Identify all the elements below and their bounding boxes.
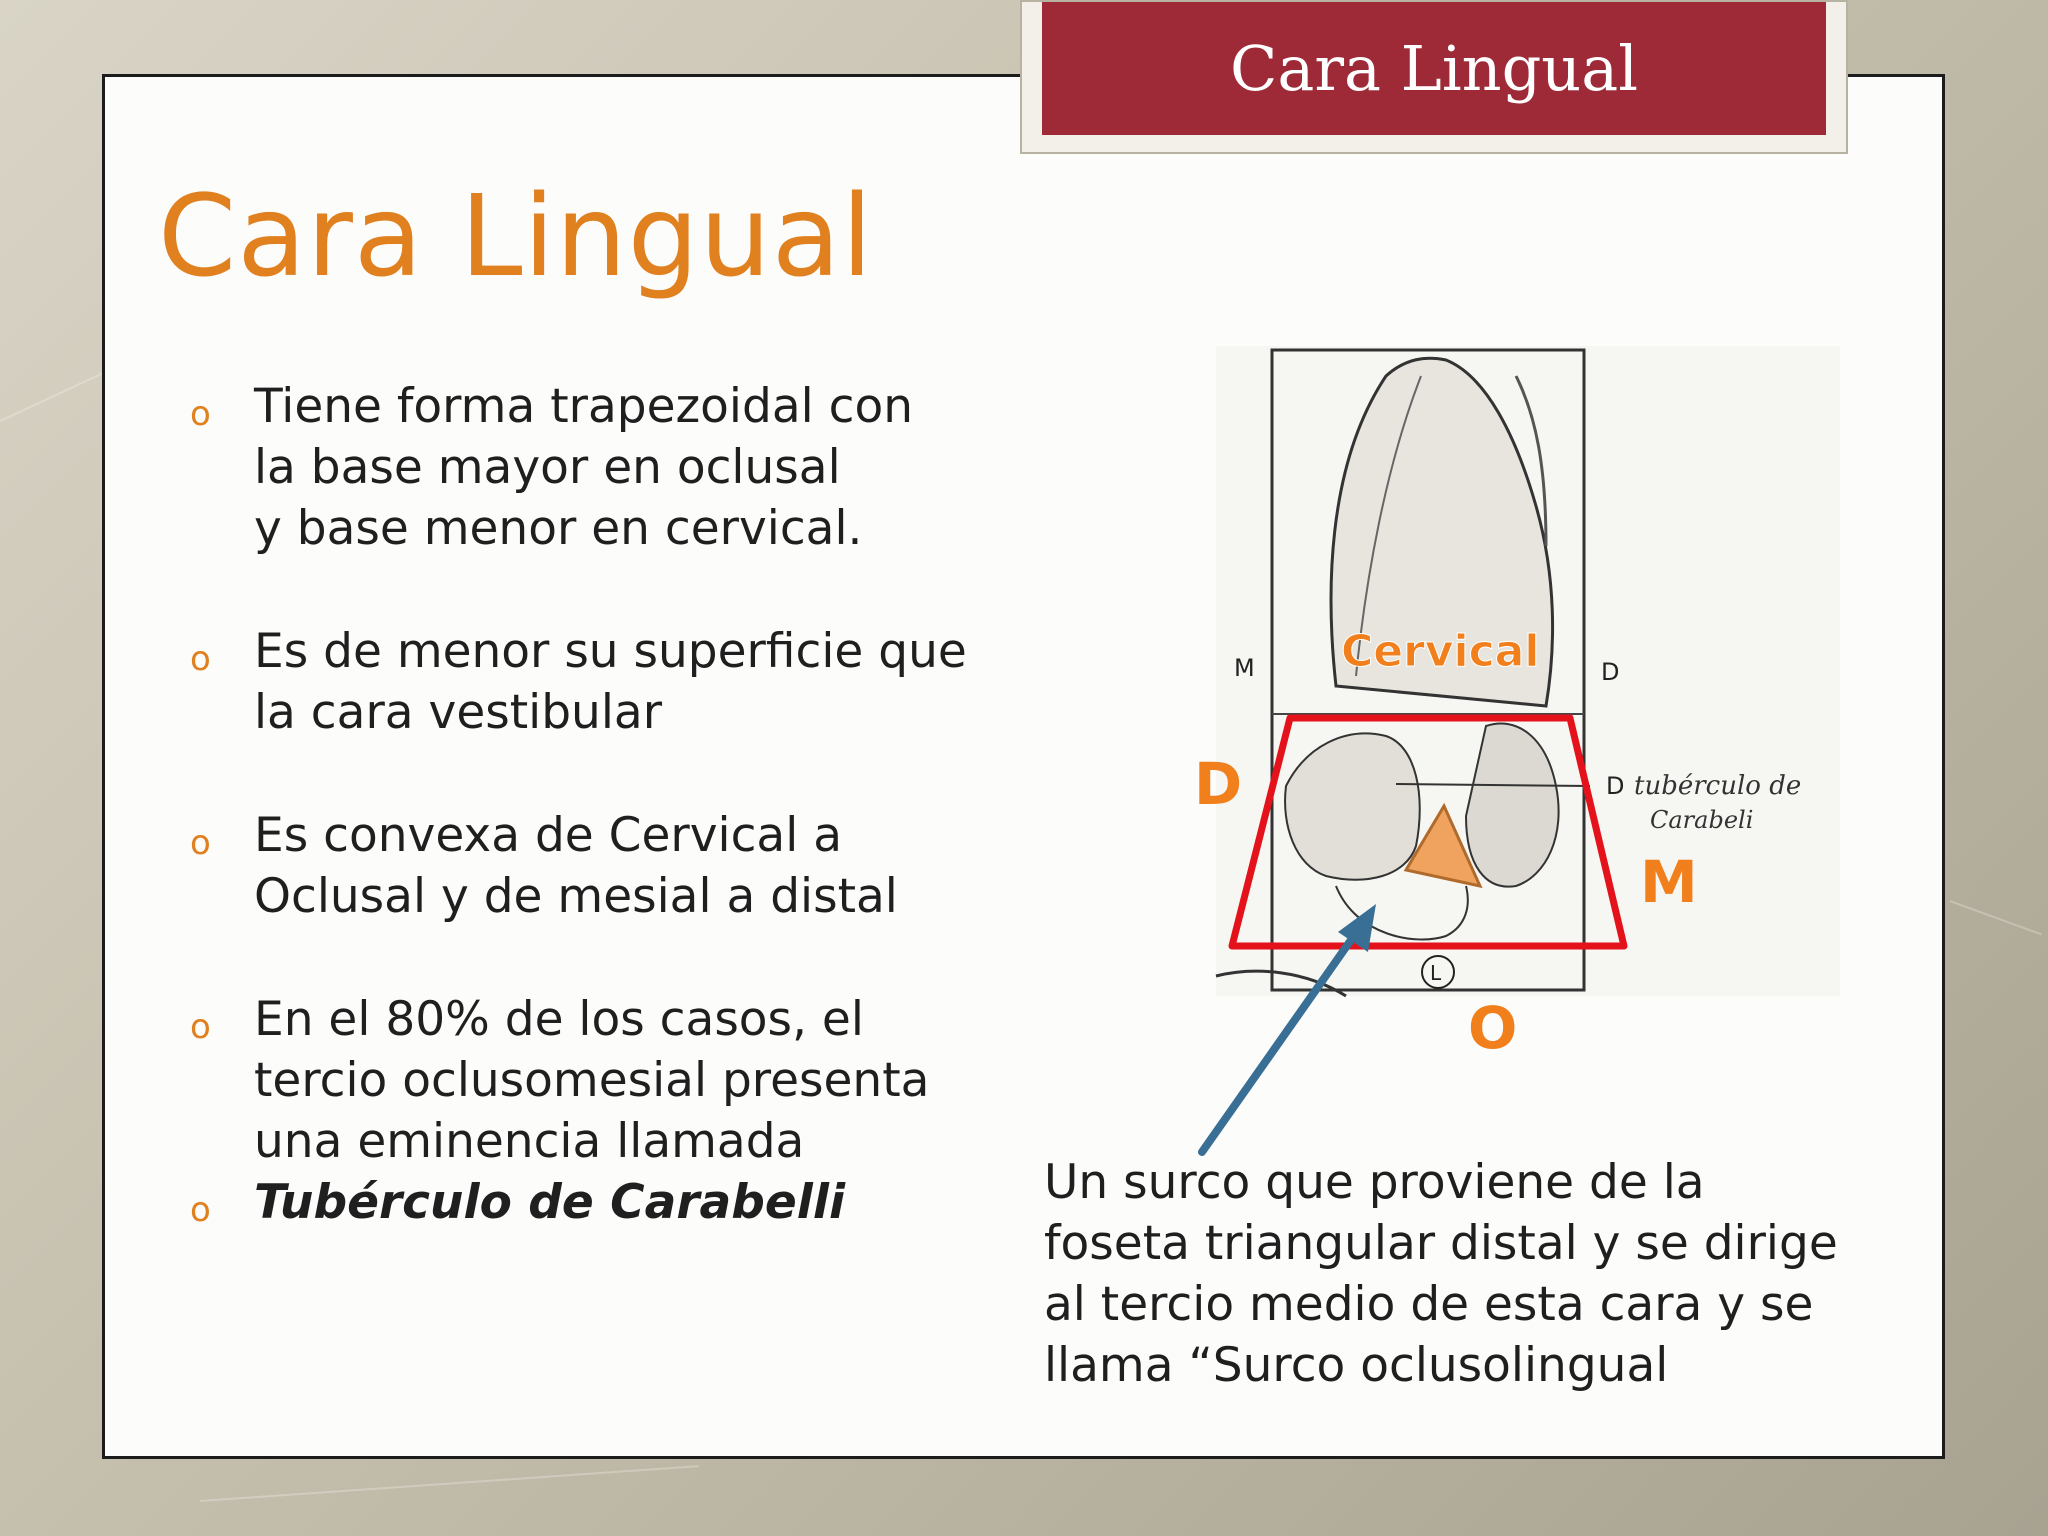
background-line bbox=[1949, 900, 2042, 935]
list-item bbox=[190, 621, 1010, 743]
bullet-text: Es convexa de Cervical a Oclusal y de mesial a distal bbox=[254, 808, 898, 924]
sketch-letter-d2: D bbox=[1606, 772, 1625, 800]
header-tab-title: Cara Lingual bbox=[1042, 2, 1826, 135]
list-item bbox=[190, 989, 1010, 1172]
bullet-list bbox=[190, 376, 1010, 1233]
header-tab bbox=[1020, 0, 1848, 154]
bullet-text: En el 80% de los casos, el tercio oclusomesial presenta una eminencia llamada bbox=[254, 992, 930, 1169]
sketch-letter-l: L bbox=[1430, 961, 1442, 985]
handwritten-note: Carabeli bbox=[1650, 806, 1754, 834]
page-title: Cara Lingual bbox=[158, 172, 874, 302]
arrow-icon bbox=[1180, 890, 1400, 1180]
label-cervical: Cervical bbox=[1341, 626, 1540, 677]
bullet-circle-icon: o bbox=[190, 823, 211, 863]
list-item bbox=[190, 376, 1010, 559]
bullet-circle-icon: o bbox=[190, 1007, 211, 1047]
bullet-circle-icon: o bbox=[190, 1190, 211, 1230]
bullet-text: Tiene forma trapezoidal con la base mayor en oclusal y base menor en cervical. bbox=[254, 379, 914, 556]
bullet-text: Es de menor su superficie que la cara vestibular bbox=[254, 624, 967, 740]
bullet-circle-icon: o bbox=[190, 394, 211, 434]
label-o: O bbox=[1468, 994, 1518, 1062]
sketch-letter-m: M bbox=[1234, 654, 1255, 682]
bullet-text: Tubérculo de Carabelli bbox=[254, 1175, 846, 1230]
sketch-letter-d: D bbox=[1601, 658, 1620, 686]
list-item bbox=[190, 805, 1010, 927]
bullet-circle-icon: o bbox=[190, 639, 211, 679]
caption-text: Un surco que proviene de la foseta triangular distal y se dirige al tercio medio de esta cara y se llama “Surco oclusolingual bbox=[1044, 1155, 1838, 1393]
list-item bbox=[190, 1172, 1010, 1233]
label-m: M bbox=[1640, 848, 1698, 916]
handwritten-note: tubérculo de bbox=[1634, 771, 1802, 801]
label-d: D bbox=[1194, 750, 1243, 818]
background-line bbox=[200, 1465, 699, 1502]
